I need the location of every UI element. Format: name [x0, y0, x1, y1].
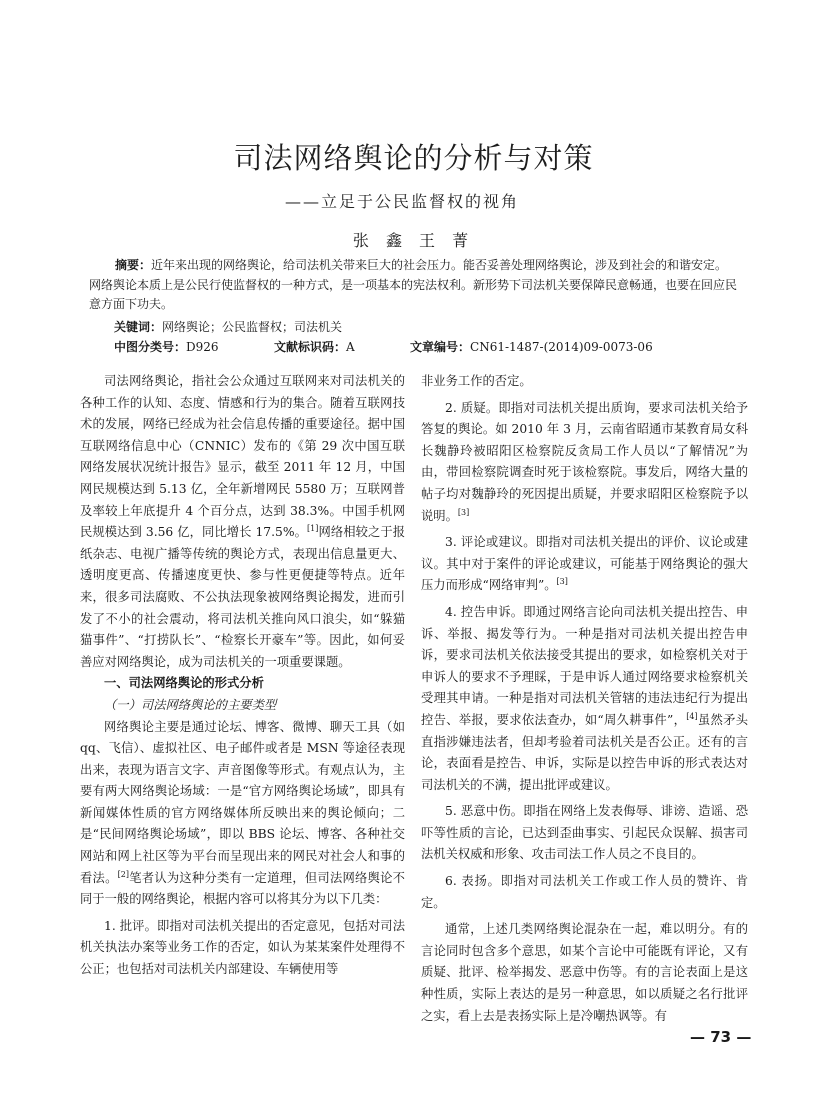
paragraph: 1. 批评。即指对司法机关提出的否定意见，包括对司法机关执法办案等业务工作的否定，如认为某某案件处理得不公正；也包括对司法机关内部建设、车辆使用等 — [80, 918, 405, 977]
abstract — [89, 256, 739, 315]
paragraph — [80, 717, 405, 911]
section-heading: 一、司法网络舆论的形式分析 — [104, 676, 264, 691]
paragraph: 5. 恶意中伤。即指在网络上发表侮辱、诽谤、造谣、恐吓等性质的言论，已达到歪曲事实、引起民众误解、损害司法机关权威和形象、攻击司法工作人员之不良目的。 — [421, 804, 748, 862]
subsection-heading: （一）司法网络舆论的主要类型 — [104, 697, 277, 712]
paragraph-text: 2. 质疑。即指对司法机关提出质询，要求司法机关给予答复的舆论。如 2010 年 3 月，云南省昭通市某教育局女科长魏静玲被昭阳区检察院反贪局工作人员以“了解情况”为由，带回检察院调查时死于该检察院。事发后，网络大量的帖子均对魏静玲的死因提出质疑，并要求昭阳区检察院予以说明。 — [421, 400, 748, 523]
paragraph: 非业务工作的否定。 — [421, 374, 532, 388]
clc-number — [114, 338, 219, 356]
citation-ref: [1] — [307, 524, 319, 534]
paragraph: 6. 表扬。即指对司法机关工作或工作人员的赞许、肯定。 — [421, 874, 748, 910]
paragraph — [421, 398, 748, 528]
paragraph — [421, 532, 748, 597]
right-column — [421, 371, 748, 1027]
document-code — [274, 338, 355, 356]
article-title: 司法网络舆论的分析与对策 — [233, 141, 594, 175]
article-number-label: 文章编号： — [410, 340, 471, 354]
citation-ref: [2] — [117, 869, 129, 879]
left-column — [80, 371, 405, 981]
keywords — [114, 318, 342, 336]
citation-ref: [3] — [556, 577, 568, 587]
keywords-label: 关键词： — [114, 320, 163, 334]
paragraph-text: 4. 控告申诉。即通过网络言论向司法机关提出控告、申诉、举报、揭发等行为。一种是指对司法机关提出控告申诉，要求司法机关依法接受其提出的要求，如检察机关对于申诉人的要求不予理睬，于是申诉人通过网络要求检察机关受理其申请。一种是指对司法机关管辖的违法违纪行为提出控告、举报，要求依法查办，如“周久耕事件”， — [421, 604, 748, 727]
article-subtitle: ——立足于公民监督权的视角 — [285, 192, 520, 211]
clc-label: 中图分类号： — [114, 340, 187, 354]
paragraph-text: 网络相较之于报纸杂志、电视广播等传统的舆论方式，表现出信息量更大、透明度更高、传播速度更快、参与性更便捷等特点。近年来，很多司法腐败、不公执法现象被网络舆论揭发，进而引发了不小的社会震动，将司法机关推向风口浪尖，如“躲猫猫事件”、“打捞队长”、“检察长开豪车”等。因此，如何妥善应对网络舆论，成为司法机关的一项重要课题。 — [80, 525, 405, 669]
abstract-label: 摘要： — [115, 258, 152, 272]
document-code-value: A — [346, 340, 355, 354]
paragraph-text: 虽然矛头直指涉嫌违法者，但却考验着司法机关是否公正。还有的言论，表面看是控告、申诉，实际是以控告申诉的形式表达对司法机关的不满，提出批评或建议。 — [421, 712, 748, 792]
paragraph-text: 网络舆论主要是通过论坛、博客、微博、聊天工具（如qq、飞信）、虚拟社区、电子邮件或者是 MSN 等途径表现出来，表现为语言文字、声音图像等形式。有观点认为，主要有两大网络舆论场域：一是“官方网络舆论场域”，即具有新闻媒体性质的官方网络媒体所反映出来的舆论倾向；二是“民间网络舆论场域”，即以 BBS 论坛、博客、各种社交网站和网上社区等为平台而呈现出来的网民对社会人和事的看法。 — [80, 719, 405, 885]
citation-ref: [3] — [457, 507, 470, 517]
keywords-text: 网络舆论；公民监督权；司法机关 — [162, 320, 343, 334]
paragraph — [421, 602, 748, 796]
paragraph: 通常，上述几类网络舆论混杂在一起，难以明分。有的言论同时包含多个意思，如某个言论中可能既有评论，又有质疑、批评、检举揭发、恶意中伤等。有的言论表面上是这种性质，实际上表达的是另一种意思，如以质疑之名行批评之实，看上去是表扬实际上是冷嘲热讽等。有 — [421, 922, 748, 1023]
paragraph-text: 司法网络舆论，指社会公众通过互联网来对司法机关的各种工作的认知、态度、情感和行为的集合。随着互联网技术的发展，网络已经成为社会信息传播的重要途径。据中国互联网络信息中心（CNNIC）发布的《第 29 次中国互联网络发展状况统计报告》显示，截至 2011 年 12 月，中国网民规模达到 5.13 亿，全年新增网民 5580 万；互联网普及率较上年底提升 4 个百分点，达到 38.3%。中国手机网民规模达到 3.56 亿，同比增长 17.5%。 — [80, 374, 405, 540]
paragraph — [80, 371, 405, 673]
citation-ref: [4] — [686, 711, 698, 721]
paragraph-text: 3. 评论或建议。即指对司法机关提出的评价、议论或建议。其中对于案件的评论或建议，可能基于网络舆论的强大压力而形成“网络审判”。 — [421, 535, 748, 593]
clc-value: D926 — [186, 340, 219, 354]
article-number — [410, 338, 653, 356]
document-code-label: 文献标识码： — [274, 340, 347, 354]
abstract-text: 近年来出现的网络舆论，给司法机关带来巨大的社会压力。能否妥善处理网络舆论，涉及到社会的和谐安定。网络舆论本质上是公民行使监督权的一种方式，是一项基本的宪法权利。新形势下司法机关要保障民意畅通，也要在回应民意方面下功夫。 — [89, 258, 738, 311]
paragraph-text: 笔者认为这种分类有一定道理，但司法网络舆论不同于一般的网络舆论，根据内容可以将其分为以下几类： — [80, 870, 405, 907]
article-number-value: CN61-1487-(2014)09-0073-06 — [470, 340, 653, 354]
page-number: — 73 — — [690, 1028, 752, 1046]
article-authors: 张 鑫 王 菁 — [352, 231, 475, 250]
